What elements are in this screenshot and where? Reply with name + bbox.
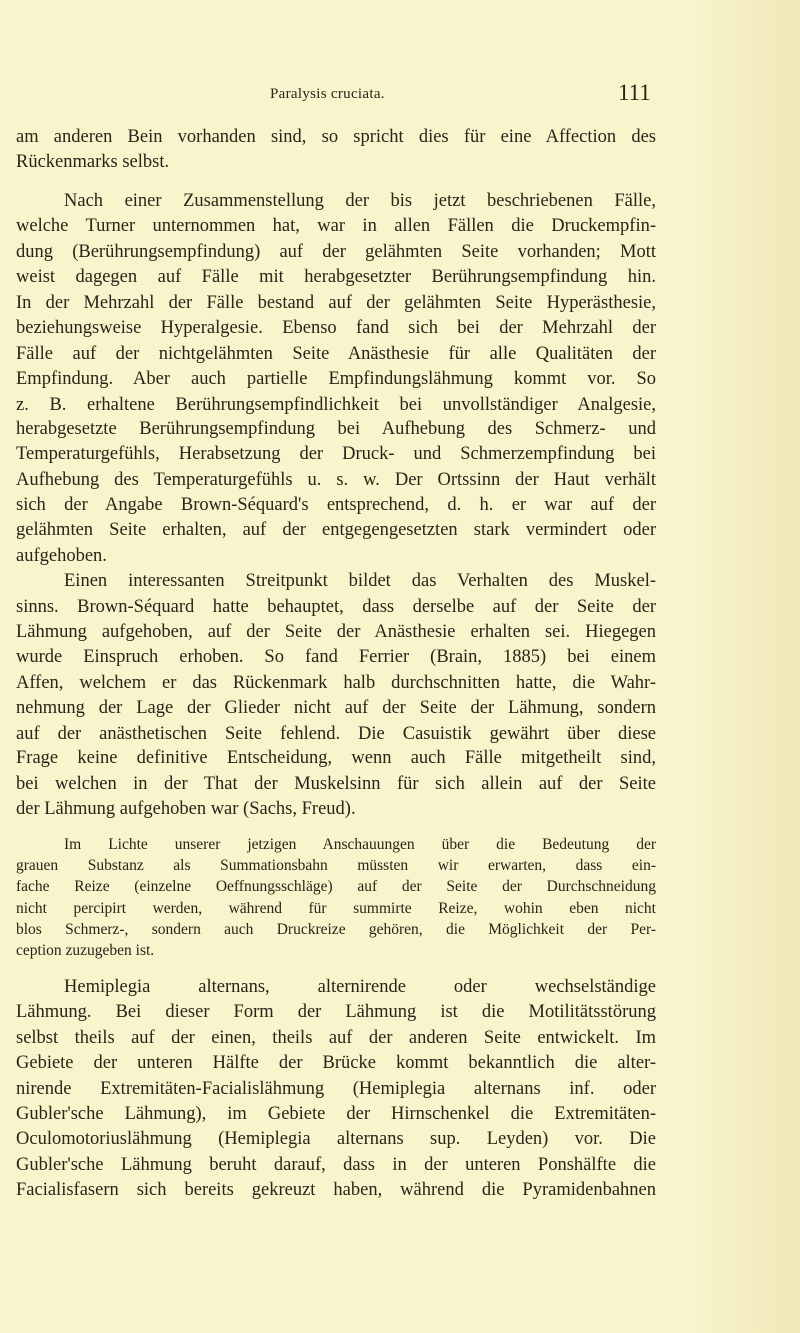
text-line: dung (Berührungsempfindung) auf der gelähmten Seite vorhanden; Mott (16, 242, 656, 262)
text-line: grauen Substanz als Summationsbahn müssten wir erwarten, dass ein- (16, 857, 656, 874)
text-line: Empfindung. Aber auch partielle Empfindungslähmung kommt vor. So (16, 369, 656, 389)
text-line: nicht percipirt werden, während für summirte Reize, wohin eben nicht (16, 900, 656, 917)
text-line: sinns. Brown-Séquard hatte behauptet, dass derselbe auf der Seite der (16, 597, 656, 617)
text-line: ception zuzugeben ist. (16, 942, 155, 959)
page-edge-shading (690, 0, 800, 1333)
text-line: weist dagegen auf Fälle mit herabgesetzter Berührungsempfindung hin. (16, 267, 656, 287)
text-line: Temperaturgefühls, Herabsetzung der Druck- und Schmerzempfindung bei (16, 444, 656, 464)
text-line: Gubler'sche Lähmung beruht darauf, dass in der unteren Ponshälfte die (16, 1155, 656, 1175)
text-line: nehmung der Lage der Glieder nicht auf der Seite der Lähmung, sondern (16, 698, 656, 718)
text-line: Hemiplegia alternans, alternirende oder wechselständige (64, 977, 656, 997)
text-line: blos Schmerz-, sondern auch Druckreize gehören, die Möglichkeit der Per- (16, 921, 656, 938)
text-line: auf der anästhetischen Seite fehlend. Die Casuistik gewährt über diese (16, 724, 656, 744)
text-line: sich der Angabe Brown-Séquard's entsprechend, d. h. er war auf der (16, 495, 656, 515)
text-line: aufgehoben. (16, 546, 107, 566)
text-line: In der Mehrzahl der Fälle bestand auf der gelähmten Seite Hyperästhesie, (16, 293, 656, 313)
text-line: Einen interessanten Streitpunkt bildet das Verhalten des Muskel- (64, 571, 656, 591)
text-line: Im Lichte unserer jetzigen Anschauungen über die Bedeutung der (64, 836, 656, 853)
text-line: Oculomotoriuslähmung (Hemiplegia alternans sup. Leyden) vor. Die (16, 1129, 656, 1149)
text-line: z. B. erhaltene Berührungsempfindlichkeit bei unvollständiger Analgesie, (16, 395, 656, 415)
text-line: Affen, welchem er das Rückenmark halb durchschnitten hatte, die Wahr- (16, 673, 656, 693)
text-line: fache Reize (einzelne Oeffnungsschläge) auf der Seite der Durchschneidung (16, 878, 656, 895)
text-line: Gebiete der unteren Hälfte der Brücke kommt bekanntlich die alter- (16, 1053, 656, 1073)
text-line: selbst theils auf der einen, theils auf der anderen Seite entwickelt. Im (16, 1028, 656, 1048)
text-line: am anderen Bein vorhanden sind, so spricht dies für eine Affection des (16, 127, 656, 147)
text-line: Aufhebung des Temperaturgefühls u. s. w. Der Ortssinn der Haut verhält (16, 470, 656, 490)
running-header: Paralysis cruciata. (270, 86, 385, 102)
text-line: herabgesetzte Berührungsempfindung bei Aufhebung des Schmerz- und (16, 419, 656, 439)
text-line: Frage keine definitive Entscheidung, wenn auch Fälle mitgetheilt sind, (16, 748, 656, 768)
text-line: Rückenmarks selbst. (16, 152, 170, 172)
page-number: 111 (618, 80, 651, 105)
text-line: Nach einer Zusammenstellung der bis jetzt beschriebenen Fälle, (64, 191, 656, 211)
text-line: der Lähmung aufgehoben war (Sachs, Freud). (16, 799, 356, 819)
text-line: Facialisfasern sich bereits gekreuzt haben, während die Pyramidenbahnen (16, 1180, 656, 1200)
text-line: nirende Extremitäten-Facialislähmung (Hemiplegia alternans inf. oder (16, 1079, 656, 1099)
text-line: wurde Einspruch erhoben. So fand Ferrier (Brain, 1885) bei einem (16, 647, 656, 667)
text-line: Lähmung. Bei dieser Form der Lähmung ist die Motilitätsstörung (16, 1002, 656, 1022)
text-line: gelähmten Seite erhalten, auf der entgegengesetzten stark vermindert oder (16, 520, 656, 540)
text-line: beziehungsweise Hyperalgesie. Ebenso fand sich bei der Mehrzahl der (16, 318, 656, 338)
text-line: Fälle auf der nichtgelähmten Seite Anästhesie für alle Qualitäten der (16, 344, 656, 364)
text-line: Gubler'sche Lähmung), im Gebiete der Hirnschenkel die Extremitäten- (16, 1104, 656, 1124)
text-line: bei welchen in der That der Muskelsinn für sich allein auf der Seite (16, 774, 656, 794)
text-line: welche Turner unternommen hat, war in allen Fällen die Druckempfin- (16, 216, 656, 236)
text-line: Lähmung aufgehoben, auf der Seite der Anästhesie erhalten sei. Hiegegen (16, 622, 656, 642)
